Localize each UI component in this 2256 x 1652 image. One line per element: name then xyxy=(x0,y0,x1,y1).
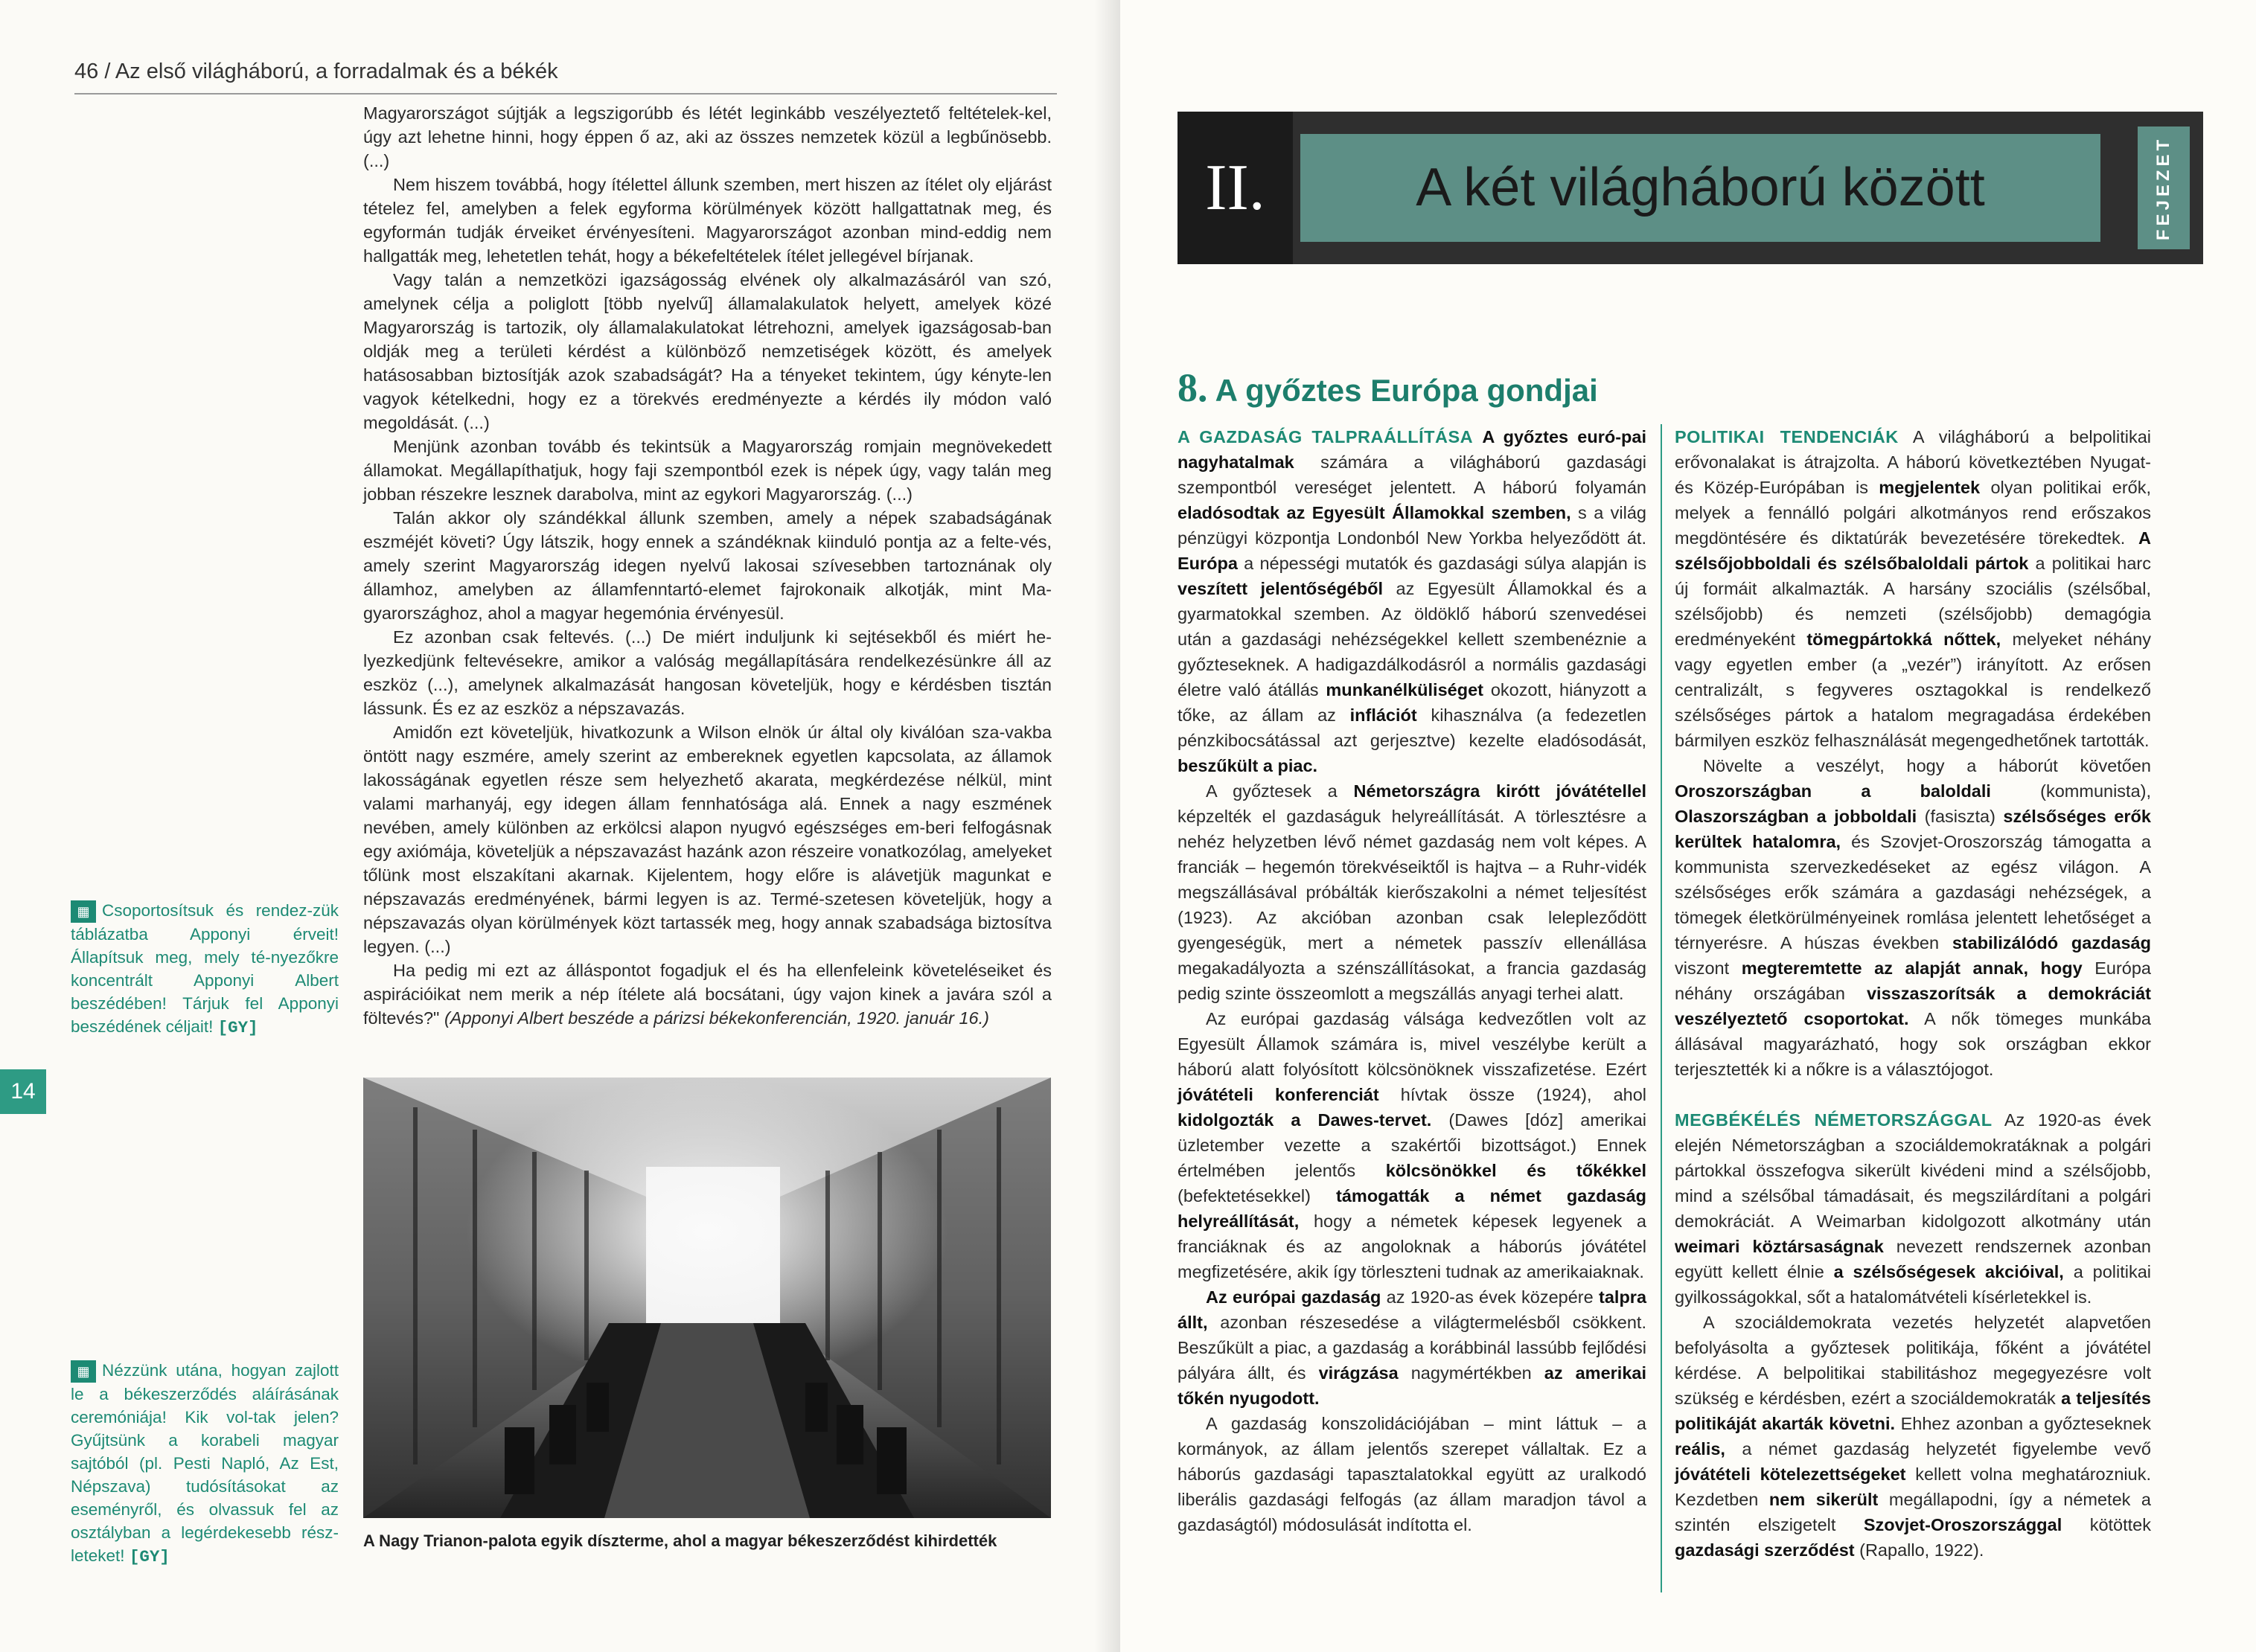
section-heading: MEGBÉKÉLÉS NÉMETORSZÁGGAL xyxy=(1675,1110,1993,1130)
body-paragraph: A GAZDASÁG TALPRAÁLLÍTÁSA A győztes euró-pai nagyhatalmak számára a világháború gazdasági szempontból vereséget jelentett. A háború folyamán eladósodtak az Egyesült Államokkal szemben, s a világ pénzügyi központja Londonból New Yorkba helyeződött át. Európa a népességi mutatók és gazdasági súlya alapján is veszített jelentőségéből az Egyesült Államokkal és a gyarmatokkal szemben. Az öldöklő háború szenvedései után a gazdasági nehézségekkel kellett szembenéznie a győzteseknek. A hadigazdálkodásról a normális gazdasági életre való átállás munkanélküliséget okozott, hiányzott a tőke, az állam az inflációt kihasználva (a fedezetlen pénzkibocsátással azt gerjesztve) kezelte eladósodását, beszűkült a piac. xyxy=(1177,427,1647,775)
task-1-text: Csoportosítsuk és rendez-zük táblázatba Apponyi érveit! Állapítsuk meg, mely té-nyezőkre koncentrált Apponyi Albert beszédében! Tárjuk fel Apponyi beszédének céljait! xyxy=(71,901,339,1037)
text-column-2 xyxy=(1675,424,2151,1563)
quote-paragraph: Menjünk azonban tovább és tekintsük a Magyarország romjain megnövekedett államokat. Megállapíthatjuk, hogy faji szempontból ezek is népek úgy, vagy talán meg jobban részekre lesznek darabolva, mint az egykori Magyarország. (...) xyxy=(363,437,1052,504)
group-task-icon: ▦ xyxy=(71,1360,96,1383)
quote-last-text: Ha pedig mi ezt az álláspontot fogadjuk el és ha ellenfeleink követeléseiket és aspirációikat nem merik a nép ítélete alá bocsátani, úgy vajon kinek a javára szól a föltevés?" xyxy=(363,961,1052,1028)
task-box-2 xyxy=(71,1359,339,1569)
quote-paragraph: Nem hiszem továbbá, hogy ítélettel állunk szemben, mert hiszen az ítélet oly eljárást tételez fel, amelyben a felek egyforma körülmények között hallgattatnak meg, és egyformán tudják érveiket érvényesíteni. Magyarországot azonban mind-eddig nem hallgatták meg, lehetetlen tehát, hogy a békefeltételek ítélet jellegével bírjanak. xyxy=(363,175,1052,266)
quote-paragraph: Amidőn ezt követeljük, hivatkozunk a Wilson elnök úr által oly kiválóan sza-vakba öntött nagy eszmére, amely szerint az embereknek egyetlen kapcsolata, az államok lakosságának egyetlen része sem helyezhető akarata, megkérdezése nélkül, mint valami marhanyáj, egy idegen állam fennhatósága alá. Ennek a nagy eszmének nevében, amely különben az erkölcsi alapon nyugvó egészséges em-beri felfogásnak egy axiómája, követeljük a népszavazást hazánk azon részeire vonatkozólag, amelyeket tőlünk most elszakítani akarnak. Kijelentem, hogy előre is alávetjük magunkat e népszavazás eredményének, bármi legyen is az. Termé-szetesen követeljük, hogy a népszavazás olyan körülmények közt tartassék meg, hogy annak szabadsága biztosítva legyen. (...) xyxy=(363,723,1052,956)
task-code: [GY] xyxy=(129,1547,170,1567)
body-paragraph: Növelte a veszélyt, hogy a háborút követően Oroszországban a baloldali (kommunista), Olaszországban a jobboldali (fasiszta) szélsőséges erők kerültek hatalomra, és Szovjet-Oroszország támogatta a kommunista szervezkedéseket az egész világon. A szélsőséges erők számára a gazdasági nehézségek, a tömegek életkörülményeinek romlása jelentett lehetőséget a térnyerésre. A húszas években stabilizálódó gazdaság viszont megteremtette az alapját annak, hogy Európa néhány országában visszaszorítsák a demokráciát veszélyeztető csoportokat. A nők tömeges munkába állásával magyarázható, hogy sok országban ekkor terjesztették ki a nőkre is a választójogot. xyxy=(1675,756,2152,1079)
quote-paragraph: Ez azonban csak feltevés. (...) De miért induljunk ki sejtésekből és miért he-lyezkedjünk feltevésekre, amikor a valóság megállapítására rendelkezésünkre áll az eszköz (...), amelynek alkalmazását hangosan követeljük, hogy e kérdésben tisztán lássunk. És ez az eszköz a népszavazás. xyxy=(363,627,1052,718)
body-paragraph: A szociáldemokrata vezetés helyzetét alapvetően befolyásolta a győztesek politikája, főként a jóvátétel kérdése. A belpolitikai stabilitáshoz megegyezésre volt szükség e kérdésben, ezért a szociáldemokraták a teljesítés politikáját akarták követni. Ehhez azonban a győzteseknek reális, a német gazdaság helyzetét figyelembe vevő jóvátételi kötelezettségeket kellett volna meghatározniuk. Kezdetben nem sikerült megállapodni, így a németek a szintén elszigetelt Szovjet-Oroszországgal kötöttek gazdasági szerződést (Rapallo, 1922). xyxy=(1675,1313,2151,1560)
lesson-number: 8. xyxy=(1177,365,1208,410)
chapter-banner xyxy=(1177,112,2203,264)
section-heading: POLITIKAI TENDENCIÁK xyxy=(1675,427,1899,446)
header-rule xyxy=(74,93,1057,95)
body-paragraph: A győztesek a Németországra kirótt jóvátétellel képzelték el gazdaságuk helyreállítását. A törlesztésre a nehéz helyzetben lévő német gazdaság nem volt képes. A franciák – hegemón törekvéseiktől is hajtva – a Ruhr-vidék megszállásával próbálták kierőszakolni a német teljesítést (1923). Az akcióban azonban csak lelepleződött gyengeségük, mert a németek passzív ellenállása megakadályozta a szénszállításokat, a francia gazdaság pedig szinte összeomlott a megszállás anyagi terhei alatt. xyxy=(1177,781,1646,1003)
body-paragraph: MEGBÉKÉLÉS NÉMETORSZÁGGAL Az 1920-as évek elején Németországban a szociáldemokratáknak a polgári pártokkal összefogva sikerült kivédeni mind a szélsőjobb, mind a szélsőbal támadásait, és megszilárdítani a polgári demokráciát. A Weimarban kidolgozott alkotmány után weimari köztársaságnak nevezett rendszernek azonban együtt kellett élnie a szélsőségesek akcióival, a politikai gyilkosságokkal, sőt a hatalomátvételi kísérletekkel is. xyxy=(1675,1110,2151,1307)
quote-source: (Apponyi Albert beszéde a párizsi békekonferencián, 1920. január 16.) xyxy=(444,1008,989,1028)
body-paragraph: Az európai gazdaság az 1920-as évek közepére talpra állt, azonban részesedése a világtermelésből csökkent. Beszűkült a piac, a gazdaság a korábbinál lassúbb fejlődési pályára állt, és virágzása nagymértékben az amerikai tőkén nyugodott. xyxy=(1177,1287,1647,1408)
section-heading: A GAZDASÁG TALPRAÁLLÍTÁSA xyxy=(1177,427,1474,446)
chapter-label: FEJEZET xyxy=(2153,135,2173,240)
body-paragraph: Az európai gazdaság válsága kedvezőtlen volt az Egyesült Államok számára is, mivel veszélybe került a háború alatt folyósított kölcsönöknek visszafizetése. Ezért jóvátételi konferenciát hívtak össze (1924), ahol kidolgozták a Dawes-tervet. (Dawes [dóz] amerikai üzletember vezette a szakértői bizottságot.) Ennek értelmében jelentős kölcsönökkel és tőkékkel (befektetésekkel) támogatták a német gazdaság helyreállítását, hogy a németek képesek legyenek a franciáknak és az angoloknak a háborús jóvátétel megfizetésére, akik így törleszteni tudnak az amerikaiaknak. xyxy=(1177,1009,1647,1281)
running-head: 46 / Az első világháború, a forradalmak és a békék xyxy=(74,60,558,83)
chapter-number: II. xyxy=(1177,112,1293,264)
task-box-1 xyxy=(71,899,339,1040)
quote-paragraph: Vagy talán a nemzetközi igazságosság elvének oly alkalmazásáról van szó, amelynek célja a poliglott [több nyelvű] államalakulatok helyett, amelyek közé Magyarország is tartozik, oly államalakulatokat létrehozni, amelyek igazságosab-ban oldják meg a területi kérdést a különböző nemzetiségek között, és amelyek hatásosabban biztosítják azok szabadságát? Ha a tényeket tekintem, úgy kényte-len vagyok kételkedni, hogy ez a törekvés eredményezte a kérdés ily módon való megoldását. (...) xyxy=(363,270,1052,432)
group-task-icon: ▦ xyxy=(71,900,96,923)
quote-paragraph: Magyarországot sújtják a legszigorúbb és létét leginkább veszélyeztető feltételek-kel, úgy azt lehetne hinni, hogy éppen ő az, aki az összes nemzetek közül a legbűnösebb. (...) xyxy=(363,103,1052,170)
quote-paragraph: Talán akkor oly szándékkal állunk szemben, amely a népek szabadságának eszméjét követi? Úgy látszik, hogy ennek a szándéknak kiinduló pontja az a felte-vés, amely szerint Magyarország idegen nyelvű lakosai szívesebben tartoznának oly államhoz, amelyben az államfenntartó-elemet fajrokonaik alkotják, mint Ma-gyarországhoz, ahol a magyar hegemónia érvényesül. xyxy=(363,508,1052,623)
chapter-label-box xyxy=(2138,127,2190,249)
text-column-1 xyxy=(1177,424,1646,1537)
column-divider xyxy=(1661,424,1662,1592)
lesson-title: A győztes Európa gondjai xyxy=(1215,373,1598,408)
chapter-title-box xyxy=(1300,134,2100,242)
task-2-text: Nézzünk utána, hogyan zajlott le a békeszerződés aláírásának ceremóniája! Kik vol-tak jelen? Gyűjtsünk a korabeli magyar sajtóból (pl. Pesti Napló, Az Est, Népszava) tudósításokat az eseményről, és olvassuk fel az osztályban a legérdekesebb rész-leteket! xyxy=(71,1361,339,1566)
lesson-heading xyxy=(1177,365,1598,411)
body-paragraph: POLITIKAI TENDENCIÁK A világháború a belpolitikai erővonalakat is átrajzolta. A háború következtében Nyugat- és Közép-Európában is megjelentek olyan politikai erők, melyek a fennálló polgári alkotmányos rend erőszakos megdöntésére és diktatúrák bevezetésére törekedtek. A szélsőjobboldali és szélsőbaloldali pártok a politikai harc új formáit alkalmazták. A harsány szociális (szélsőbal, szélsőjobb) és nemzeti (szélsőjobb) demagógia eredményeként tömegpártokká nőttek, melyeket néhány vagy egyetlen ember (a „vezér”) irányított. Az erősen centralizált, s fegyveres osztagokkal is rendelkező szélsőséges pártok a hatalom megragadása érdekében bármilyen eszköz felhasználását megengedhetőnek tartották. xyxy=(1675,427,2152,750)
quote-paragraph-last xyxy=(363,958,1052,1030)
chapter-title: A két világháború között xyxy=(1416,158,1985,217)
page-tab: 14 xyxy=(0,1069,46,1114)
hall-illustration xyxy=(363,1078,1051,1518)
trianon-hall-photo xyxy=(363,1078,1051,1518)
task-code: [GY] xyxy=(217,1018,258,1038)
left-page xyxy=(0,0,1120,1652)
apponyi-quote xyxy=(363,101,1052,1030)
photo-caption: A Nagy Trianon-palota egyik díszterme, ahol a magyar békeszerződést kihirdették xyxy=(363,1531,997,1550)
body-paragraph: A gazdaság konszolidációjában – mint láttuk – a kormányok, az állam jelentős szerepet vállaltak. Ez a háborús gazdasági tapasztalatokkal együtt az uralkodó liberális gazdasági felfogás (az állam maradjon távol a gazdaságtól) módosulását indította el. xyxy=(1177,1414,1646,1534)
